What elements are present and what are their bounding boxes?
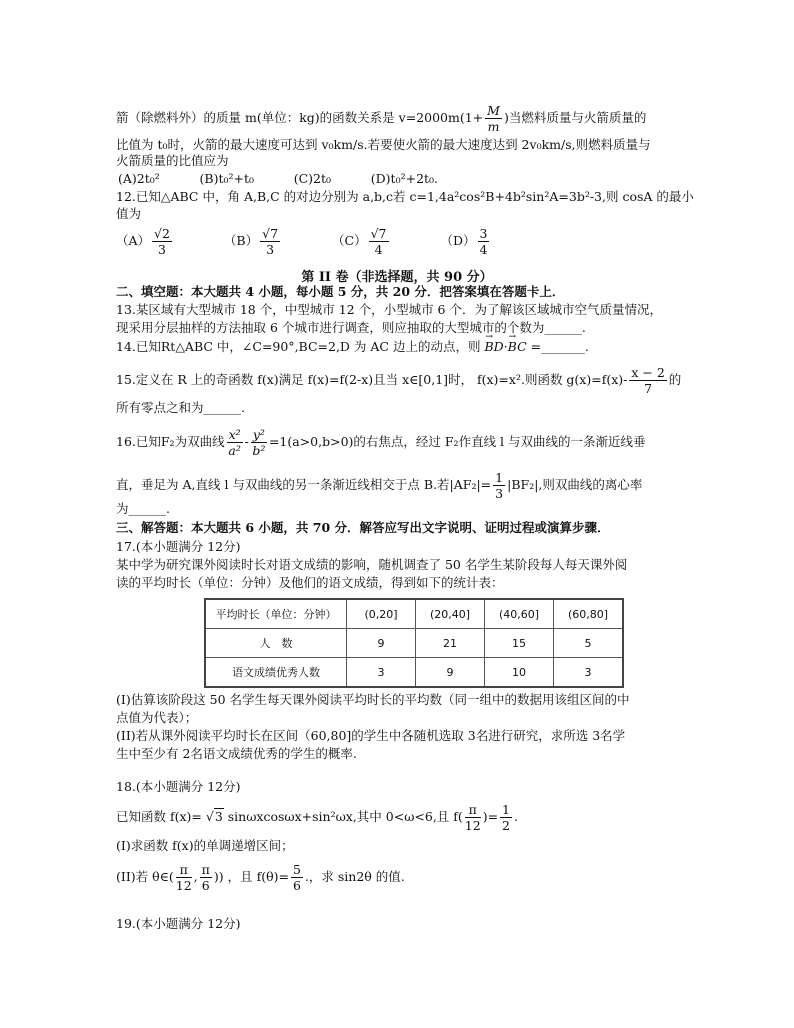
table-cell: 5 [554,629,624,658]
table-row [205,658,623,688]
q15-line-2: 所有零点之和为______. [116,400,245,415]
q12-option-b-frac: $\frac{√7}{3}$ [262,226,279,257]
q12-line-2: 值为 [116,206,142,221]
q17-title: 17.(本小题满分 12分) [116,539,241,554]
q17-line-1: 某中学为研究课外阅读时长对语文成绩的影响，随机调查了 50 名学生某阶段每人每天课外阅 [116,557,628,572]
q16-line-2: 直，垂足为 A,直线 l 与双曲线的另一条渐近线相交于点 B.若|AF₂|= $\frac{1}{3}$ |BF₂|,则双曲线的离心率 [116,470,643,501]
table-cell: 9 [347,629,416,658]
q11-line-2: 比值为 t₀时，火箭的最大速度可达到 v₀km/s.若要使火箭的最大速度达到 2v₀km/s,则燃料质量与 [116,137,651,152]
q17-line-2: 读的平均时长（单位：分钟）及他们的语文成绩，得到如下的统计表： [116,575,504,590]
q18-function-line: 已知函数 f(x)= √3 sinωxcosωx+sin²ωx,其中 0<ω<6,且 f( $\frac{\pi}{12}$ )= $\frac{1}{2}$ . [116,802,518,833]
q15-line-1: 15.定义在 R 上的奇函数 f(x)满足 f(x)=f(2-x)且当 x∈[0,1]时， f(x)=x².则函数 g(x)=f(x)- $\frac{x - 2}{7}$ 的 [116,365,682,396]
table-header-cell: (20,40] [416,599,485,629]
frac-num: M [487,103,500,118]
q11-line-3: 火箭质量的比值应为 [116,153,229,168]
q12-option-d-frac: $\frac{3}{4}$ [479,226,488,257]
q12-line-1: 12.已知△ABC 中，角 A,B,C 的对边分别为 a,b,c若 c=1,4a²cos²B+4b²sin²A=3b²-3,则 cosA 的最小 [116,189,694,204]
q19-title: 19.(本小题满分 12分) [116,916,241,931]
fraction-M-over-m [485,103,502,134]
vector-bd: → BD [484,339,503,355]
q18-title: 18.(本小题满分 12分) [116,779,241,794]
q12-options: （A） $\frac{√2}{3}$ （B） $\frac{√7}{3}$ （C） $\frac{√7}{4}$ （D） $\frac{3}{4}$ [116,226,488,257]
q16-frac-one-third: $\frac{1}{3}$ [495,470,504,501]
q16-line-3: 为______. [116,501,170,516]
table-cell: 21 [416,629,485,658]
part-2-title: 第 II 卷（非选择题，共 90 分） [301,270,493,285]
section-2-heading: 二、填空题：本大题共 4 小题，每小题 5 分，共 20 分．把答案填在答题卡上． [116,284,565,299]
q16-frac-y: $\frac{\text{y²}}{\text{b²}}$ [252,427,266,458]
q18-frac-half: $\frac{1}{2}$ [502,802,510,833]
q18-frac-pi-6: $\frac{\pi}{6}$ [201,862,210,893]
table-row [205,629,623,658]
q18-frac-5-6: $\frac{5}{6}$ [292,862,301,893]
q15-fraction: $\frac{x - 2}{7}$ [631,365,665,396]
table-cell: 3 [554,658,624,688]
table-header-cell: (40,60] [485,599,554,629]
q17-part-ii-line-1: (II)若从课外阅读平均时长在区间（60,80]的学生中各随机选取 3名进行研究，求所选 3名学 [116,728,626,743]
table-header-cell: (0,20] [347,599,416,629]
frac-den: m [487,119,500,134]
q18-part-i: (I)求函数 f(x)的单调递增区间； [116,838,294,853]
table-header-row [205,599,623,629]
section-3-heading: 三、解答题：本大题共 6 小题，共 70 分．解答应写出文字说明、证明过程或演算步骤． [116,520,610,535]
q13-line-2: 现采用分层抽样的方法抽取 6 个城市进行调查，则应抽取的大型城市的个数为______. [116,320,586,335]
table-cell: 语文成绩优秀人数 [205,658,347,688]
table-header-cell: (60,80] [554,599,624,629]
table-cell: 9 [416,658,485,688]
q16-line-1: 16.已知F₂为双曲线 $\frac{\text{x²}}{\text{a²}}$ - $\frac{\text{y²}}{\text{b²}}$ =1(a>0,b>0)的右焦点，经过 F₂作直线 l 与双曲线的一条渐近线垂 [116,427,646,458]
q14-line: 14.已知Rt△ABC 中，∠C=90°,BC=2,D 为 AC 边上的动点，则 → BD·→ BC =_______. [116,339,589,355]
q17-part-i-line-1: (I)估算该阶段这 50 名学生每天课外阅读平均时长的平均数（同一组中的数据用该组区间的中 [116,692,630,707]
q18-part-ii: (II)若 θ∈( $\frac{\pi}{12}$ , $\frac{\pi}{6}$ )) ，且 f(θ)= $\frac{5}{6}$ .，求 sin2θ 的值. [116,862,405,893]
q16-frac-x: $\frac{\text{x²}}{\text{a²}}$ [228,427,241,458]
sqrt-3: √3 [205,809,223,824]
q11-options: (A)2t₀² (B)t₀²+t₀ (C)2t₀ (D)t₀²+2t₀. [118,171,439,186]
q12-option-a-frac: $\frac{√2}{3}$ [154,226,170,257]
table-cell: 15 [485,629,554,658]
q17-part-i-line-2: 点值为代表）； [116,710,198,725]
table-header-cell: 平均时长（单位：分钟） [205,599,347,629]
q18-frac-pi-12-b: $\frac{\pi}{12}$ [175,862,192,893]
statistics-table [204,598,624,688]
vector-bc: → BC [508,339,527,355]
q11-line-1: 箭（除燃料外）的质量 m(单位：kg)的函数关系是 v=2000m(1+ $\frac{M}{m}$ )当燃料质量与火箭质量的 [116,103,647,134]
q12-option-c-frac: $\frac{√7}{4}$ [370,226,387,257]
table-cell: 10 [485,658,554,688]
q13-line-1: 13.某区域有大型城市 18 个，中型城市 12 个，小型城市 6 个．为了解该区域城市空气质量情况， [116,302,662,317]
q17-part-ii-line-2: 生中至少有 2名语文成绩优秀的学生的概率. [116,746,357,761]
table-cell: 3 [347,658,416,688]
q18-frac-pi-12: $\frac{\pi}{12}$ [464,802,481,833]
table-cell: 人 数 [205,629,347,658]
